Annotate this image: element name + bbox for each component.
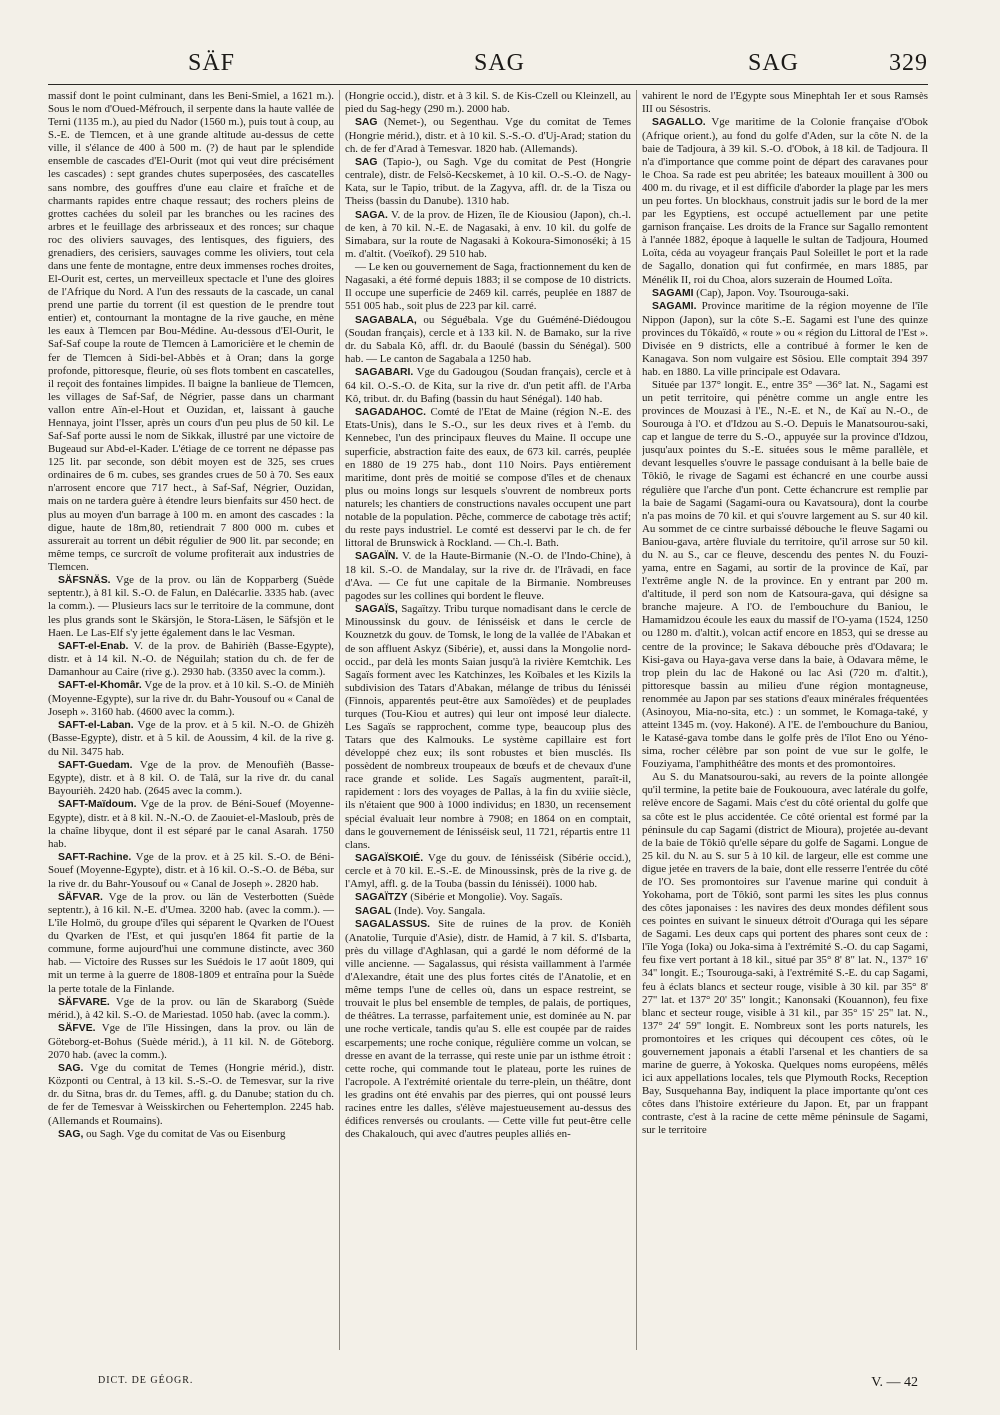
entry-headword: SAGALLO. xyxy=(652,117,706,129)
entry-text: Vge de la prov. ou län de Skaraborg (Suède mérid.), à 42 kil. S.-O. de Mariestad. 1050 hab. (avec la comm.). xyxy=(48,995,334,1022)
footer-volume-sheet: V. — 42 xyxy=(871,1375,918,1390)
entry-text: Vge de la prov. de Béni-Souef (Moyenne-Egypte), distr. et à 8 kil. N.-N.-O. de Zaouiet-el-Masloub, près de la chaîne libyque, dont il est séparé par le canal Asarah. 1750 hab. xyxy=(48,798,334,850)
entry-text: V. de la Haute-Birmanie (N.-O. de l'Indo-Chine), à 18 kil. S.-O. de Mandalay, sur la rive dr. de l'Irâvadi, en face d'Ava. — Ce fut une capitale de la Birmanie. Nombreuses pagodes sur les collines qui bordent le fleuve. xyxy=(345,550,631,602)
entry-headword: SÄFVE. xyxy=(58,1023,96,1035)
dictionary-entry xyxy=(345,261,631,313)
dictionary-entry xyxy=(345,603,631,852)
entry-headword: SAFT-Maïdoum. xyxy=(58,799,137,811)
dictionary-entry xyxy=(642,90,928,116)
dictionary-entry xyxy=(345,90,631,116)
dictionary-entry xyxy=(642,300,928,379)
entry-headword: SAFT-el-Khomâr. xyxy=(58,680,142,692)
entry-headword: SAGAL xyxy=(355,905,392,917)
dictionary-entry xyxy=(345,905,631,918)
entry-text: Sagaïtzy. Tribu turque nomadisant dans le cercle de Minoussinsk du gouv. de Iénisséisk et dans le cercle de Kouznetzk du gouv. de Tomsk, le long de la vallée de l'Abakan et de son affluent Askyz (Sibérie), et, aussi dans la Mongolie nord-occid., par delà les monts Saian jusqu'à la rivière Kemtchik. Les Sagaïs forment avec les Katchinzes, les Koïbales et les Kizils la subdivision des Tatars d'Abakan, mélange de tribus du Iénisséi (Finnois, apparentés peut-être aux Samoïèdes) et de peuplades turques (Tou-Kiou et autres) qui leur ont imposé leur dialecte. Les Sagaïs se rapprochent, comme type, beaucoup plus des Tatars que des Kalmouks. Le système capillaire est fort développé chez eux; ils sont robustes et bien musclés. Ils possèdent de nombreux troupeaux de bœufs et de chevaux d'une race grande et solide. Les Sagaïs augmentent, paraît-il, rapidement : lors des voyages de Pallas, à la fin du xviiie siècle, ils n'étaient que 900 à 1000 individus; en 1830, un recensement spécial évaluait leur nombre à 7908; en 1864 on en comptait, dans le gouvernement de Iénisséisk seul, 11 721, répartis entre 11 clans. xyxy=(345,602,631,851)
dictionary-entry xyxy=(48,1022,334,1062)
dictionary-entry xyxy=(345,209,631,262)
entry-headword: SAGAMI. xyxy=(652,301,697,313)
dictionary-entry xyxy=(642,379,928,771)
dictionary-entry xyxy=(345,891,631,904)
dictionary-entry xyxy=(345,366,631,406)
column-divider xyxy=(636,90,637,1350)
dictionary-entry xyxy=(48,90,334,574)
entry-text: Comté de l'Etat de Maine (région N.-E. des Etats-Unis), dans le S.-O., sur les deux rives et à l'emb. du Kennebec, l'un des principaux fleuves du Maine. Il occupe une superficie, abstraction faite des eaux, de 673 kil. carrés, peuplée en 1880 de 19 275 hab., dont 110 Noirs. Pays entièrement maritime, dont près de moitié se compose d'îles et de chenaux plus ou moins longs sur lesquels s'ouvrent de nombreux ports naturels; les chantiers de constructions navales occupent une part notable de la population. Pêche, commerce de cabotage très actif; du reste pays industriel. Le comté est desservi par le ch. de fer littoral de Brunswick à Rockland. — Ch.-l. Bath. xyxy=(345,405,631,550)
dictionary-entry xyxy=(345,116,631,156)
column-2 xyxy=(345,90,631,1362)
dictionary-entry xyxy=(642,116,928,286)
dictionary-entry xyxy=(48,679,334,719)
entry-text: Province maritime de la région moyenne de l'île Nippon (Japon), sur la côte S.-E. Sagami est l'une des quinze provinces du Tôkaïdô, « route » ou « région du Littoral de l'Est ». Divisée en 9 districts, elle a contribué à former le ken de Kanagava. Son nom vulgaire est Sôsiou. Elle comptait 394 397 hab. en 1880. La ville principale est Odavara. xyxy=(642,300,928,378)
running-header xyxy=(48,50,928,85)
header-left-keyword: SÄF xyxy=(188,50,236,76)
entry-text: (Tapio-), ou Sagh. Vge du comitat de Pest (Hongrie centrale), distr. de Felsö-Kecskemet, à 10 kil. O.-S.-O. de Nagy-Kata, sur le Tapio, tribut. de la Zagyva, affl. dr. de la Tisza ou Theiss (bassin du Danube). 1310 hab. xyxy=(345,155,631,208)
dictionary-entry xyxy=(642,771,928,1137)
entry-headword: SÄFVARE. xyxy=(58,996,110,1008)
entry-headword: SAGABARI. xyxy=(355,367,414,379)
dictionary-entry xyxy=(345,314,631,367)
entry-headword: SAGAÏS, xyxy=(355,603,398,615)
dictionary-entry xyxy=(48,719,334,759)
entry-headword: SAFT-Guedam. xyxy=(58,759,133,771)
entry-text: Vge de la prov. et à 25 kil. S.-O. de Béni-Souef (Moyenne-Egypte), distr. et à 16 kil. O.-S.-O. de Béba, sur la rive dr. du Bahr-Yousouf ou « Canal de Joseph ». 2820 hab. xyxy=(48,850,334,890)
entry-text: Vge de la prov. et à 5 kil. N.-O. de Ghizèh (Basse-Egypte), distr. et à 5 kil. de Aoussim, 4 kil. de la rive g. du Nil. 3475 hab. xyxy=(48,718,334,758)
entry-text: Vge de la prov. ou län de Vesterbotten (Suède septentr.), à 16 kil. N.-E. d'Umea. 3200 hab. (avec la comm.). — L'île Holmö, du groupe d'îles qui séparent le Qvarken de l'Ouest du Qvarken de l'Est, et qui jusqu'en 1864 fit partie de la commune, forme aujourd'hui une commune distincte, avec 360 hab. — Victoire des Russes sur les Suédois le 17 août 1809, qui mit un terme à la guerre de 1808-1809 et entraîna pour la Suède la perte totale de la Finlande. xyxy=(48,890,334,995)
entry-headword: SAGA. xyxy=(355,209,388,221)
dictionary-entry xyxy=(48,1062,334,1128)
entry-text: (Sibérie et Mongolie). Voy. Sagaïs. xyxy=(407,891,563,904)
entry-text: Site de ruines de la prov. de Konièh (Anatolie, Turquie d'Asie), distr. de Hamid, à 7 kil. S. d'Isbarta, près du village d'Aghlasan, qui a gardé le nom déformé de la ville ancienne. — Sagalassus, qui résista vaillamment à l'armée d'Alexandre, était une des plus fortes cités de l'Anatolie, et en même temps l'une de celles où, dans un espace restreint, se trouvait le plus bel ensemble de temples, de palais, de portiques, de théâtres. La terrasse, parfaitement unie, est dominée au N. par une roche verticale, tandis qu'au S. elle est coupée par de raides escarpements; une roche conique, régulière comme un volcan, se dresse en avant de la terrasse, qui reste unie par un isthme étroit : cette roche, qui commande tout le plateau, porte les ruines de l'acropole. A l'extrémité orientale du terre-plein, un théâtre, dont les gradins ont été envahis par des pierres, qui ont poussé leurs racines entre les dalles, s'élève majestueusement au-dessus des édifices renversés ou croulants. — Cette ville fut peut-être celle des Chakalouch, qui avec d'autres peuples alliés en- xyxy=(345,918,631,1141)
entry-text: Vge du Gadougou (Soudan français), cercle et à 64 kil. O.-S.-O. de Kita, sur la rive dr. d'un petit affl. de l'Arba Kô, tribut. dr. du Bafing (bassin du haut Sénégal). 140 hab. xyxy=(345,366,631,405)
entry-text: (Nemet-), ou Segenthau. Vge du comitat de Temes (Hongrie mérid.), distr. et à 10 kil. S.-S.-O. d'Uj-Arad; station du ch. de fer d'Arad à Temesvar. 1820 hab. (Allemands). xyxy=(345,116,631,155)
entry-text: V. de la prov. de Hizen, île de Kiousiou (Japon), ch.-l. de ken, à 70 kil. N.-E. de Nagasaki, à env. 10 kil. du golfe de Simabara, sur la route de Nagasaki à Kokoura-Simonoséki; à 15 m. d'altit. (Voeïkof). 29 510 hab. xyxy=(345,208,631,261)
dictionary-entry xyxy=(48,851,334,891)
column-1 xyxy=(48,90,334,1362)
dictionary-entry xyxy=(345,406,631,550)
header-right-keyword: SAG xyxy=(748,50,800,76)
header-center-keyword: SAG xyxy=(474,50,526,76)
entry-headword: SAFT-el-Enab. xyxy=(58,640,129,652)
column-divider xyxy=(339,90,340,1350)
entry-headword: SÄFVAR. xyxy=(58,891,103,903)
entry-text: ou Ségué̈bala. Vge du Guéméné-Diédougou (Soudan français), cercle et à 133 kil. N. de Bamako, sur la rive dr. du Sabala Kô, affl. dr. du Baoulé (bassin du Sénégal). 500 hab. — Le canton de Sagabala a 1250 hab. xyxy=(345,313,631,366)
dictionary-entry xyxy=(642,287,928,300)
text-columns xyxy=(48,90,928,1362)
entry-headword: SAG xyxy=(355,117,378,129)
entry-text: Vge de la prov. ou län de Kopparberg (Suède septentr.), à 81 kil. S.-O. de Falun, en Dalécarlie. 3335 hab. (avec la comm.). — Plusieurs lacs sur le territoire de la commune, dont les plus grands sont le Skärsjön, le Stora-Läsen, le Säfsjön et le Haen. Le Las-Elf s'y jette également dans le lac Vesman. xyxy=(48,573,334,639)
dictionary-entry xyxy=(48,996,334,1023)
entry-text: V. de la prov. de Bahirièh (Basse-Egypte), distr. et à 14 kil. N.-O. de Néguilah; station du ch. de fer de Damanhour au Caire (rive g.). 2930 hab. (3350 avec la comm.). xyxy=(48,639,334,679)
page-number: 329 xyxy=(889,50,928,76)
entry-text: Vge du gouv. de Iénisséisk (Sibérie occid.), cercle et à 70 kil. E.-S.-E. de Minoussinsk, près de la rive g. de l'Amyl, affl. g. de la Touba (bassin du Iénisséi). 1000 hab. xyxy=(345,851,631,891)
entry-headword: SAGADAHOC. xyxy=(355,406,427,418)
dictionary-entry xyxy=(48,574,334,640)
dictionary-entry xyxy=(345,852,631,892)
entry-text: Au S. du Manatsourou-saki, au revers de la pointe allongée qu'il termine, la petite baie de Foukououra, avec latérale du golfe, relève encore de Sagami. Mais c'est du côté oriental du golfe que sa côte est le plus accidentée. Ce côté oriental est formé par la péninsule du cap Sagami (district de Mioura), projetée au-devant de la baie de Tôkiô qu'elle sépare du golfe de Sagami. Longue de 25 kil. du N. au S. sur 5 à 10 kil. de largeur, elle est comme une digue jetée en travers de la baie, dont elle resserre l'entrée du côté de l'O. Ses promontoires sur l'avenue marine qui conduit à Yokohama, port de Tôkiô, sont parmi les sites les plus connus des côtes japonaises : les navires des deux mondes défilent sous ces pointes en suivant le sinueux détroit d'Ouraga qui les sépare de Sagami. Les deux caps qui portent des phares sont ceux de : l'île Yoga (Ioka) ou Joka-sima à l'extrémité S.-O. du cap Sagami, feu fixe vert portant à 18 kil., situé par 35° 8' 8" lat. N., 137° 16' 34" longit. E.; Tsourouga-saki, à l'extrémité S.-E. du cap Sagami, feu à éclats blancs et secteur rouge, visible à 30 kil. par 35° 8' 27" lat. et 137° 20' 35" longit.; Kanonsaki (Kouannon), feu fixe blanc et secteur rouge, visible à 31 kil., par 35° 15' 25" lat. N., 137° 24' 59" longit. E. Nombreux sont les ports naturels, les promontoires et les criques qui découpent ces côtes, où le gouvernement japonais a établi l'arsenal et les chantiers de sa marine de guerre, à Yokoska. Quelques noms européens, mêlés ici aux appellations locales, tels que Plymouth Rocks, Reception Bay, Susquehanna Bay, indiquent la place importante qu'ont ces côtes dans l'histoire extérieure du Japon. Et, par un frappant contraste, c'est à la racine de cette même péninsule de Sagami, sur le territoire xyxy=(642,771,928,1137)
dictionary-entry xyxy=(48,891,334,996)
dictionary-entry xyxy=(345,918,631,1141)
entry-headword: SAFT-el-Laban. xyxy=(58,719,134,731)
entry-text: Située par 137° longit. E., entre 35° —36° lat. N., Sagami est un petit territoire, qui pénètre comme un angle entre les provinces de Mouzasi à l'E., N.-E. et N., de Kaï au N.-O., de Sourouga à l'O. et d'Idzou au S.-O. Depuis le Manatsourou-saki, cap et langue de terre du S.-O., appuyée sur la province d'Idzou, jusqu'aux pointes du S.-E. situées sous le même parallèle, et devant lesquelles s'ouvre le passage conduisant à la belle baie de Tôkiô, le rivage de Sagami est échancré en une courbe aussi régulière que l'arche d'un pont. Cette échancrure est remplie par la baie de Sagami (Sagami-oura ou Kavatsoura), dont la courbe n'a pas moins de 70 kil. et qui s'ouvre largement au S. sur 40 kil. Au sommet de ce cintre surbaissé débouche le fleuve Sagami ou Baniou-gava, artère fluviale du territoire, qu'il arrose sur 50 kil. du N. au S., car ce fleuve, descendu des pentes N. du Fouzi-yama, entre en Sagami, au sortir de la province de Kaï, par l'extrême angle N. de la province. En y entrant par 200 m. d'altitude, il perd son nom de Katsoura-gava, qui désigne sa branche majeure. A l'O. de l'embouchure du Baniou, le Hamamidzou écoule les eaux du massif de l'O-yama (1524, 1250 ou 1280 m. d'altit.), volcan actif encore en 1853, qui se dresse au centre de la province; le Sakava débouche près d'Odavara; le Kisi-gava ou Haya-gava verse dans la baie, à Odavara même, le trop plein du lac de Hakoné ou lac Asi (720 m. d'altit.), pittoresque bassin au milieu d'une région montagneuse, renommée au Japon par ses stations d'eaux minérales fréquentées (Asinoyou, Mia-no-sita, etc.) : un sommet, le Komaga-také, y atteint 1345 m. (voy. Hakoné). A l'E. de l'embouchure du Baniou, le Katasé-gava tombe dans le golfe près de l'îlot Eno ou Yéno-sima, rocher célèbre par son point de vue sur le golfe, le Fouziyama, l'amphithéâtre des monts et des promontoires. xyxy=(642,378,928,771)
entry-text: (Cap), Japon. Voy. Tsourouga-saki. xyxy=(693,286,849,299)
entry-headword: SAG xyxy=(355,156,378,168)
entry-text: Vge du comitat de Temes (Hongrie mérid.), distr. Központi ou Central, à 13 kil. S.-S.-O. de Temesvar, sur la rive dr. du Sitna, bras dr. du Temes, affl. g. du Danube; station du ch. de fer de Temesvar à Weisskirchen ou Fehertemplon. 2245 hab. (Allemands et Roumains). xyxy=(48,1061,334,1127)
entry-text: Vge de la prov. et à 10 kil. S.-O. de Minièh (Moyenne-Egypte), sur la rive dr. du Bahr-Yousouf ou « Canal de Joseph ». 3160 hab. (4600 avec la comm.). xyxy=(48,679,334,718)
entry-text: Vge de l'île Hissingen, dans la prov. ou län de Göteborg-et-Bohus (Suède mérid.), à 11 kil. N. de Göteborg. 2070 hab. (avec la comm.). xyxy=(48,1022,334,1061)
entry-headword: SAG, xyxy=(58,1128,84,1140)
dictionary-entry xyxy=(48,1128,334,1141)
entry-text: Vge de la prov. de Menoufièh (Basse-Egypte), distr. et à 8 kil. O. de Talâ, sur la rive dr. du canal Bayourièh. 2420 hab. (2645 avec la comm.). xyxy=(48,758,334,798)
entry-headword: SAGAÏSKOIÉ. xyxy=(355,852,424,864)
entry-headword: SAFT-Rachine. xyxy=(58,851,132,863)
dictionary-entry xyxy=(345,550,631,603)
entry-text: ou Sagh. Vge du comitat de Vas ou Eisenburg xyxy=(83,1127,286,1140)
entry-headword: SAGAÏTZY xyxy=(355,892,408,904)
page-footer xyxy=(48,1375,928,1393)
entry-text: (Inde). Voy. Sangala. xyxy=(391,904,486,917)
entry-headword: SAG. xyxy=(58,1062,84,1074)
footer-signature: DICT. DE GÉOGR. xyxy=(98,1375,194,1386)
dictionary-entry xyxy=(345,156,631,209)
dictionary-entry xyxy=(48,640,334,680)
entry-text: vahirent le nord de l'Egypte sous Minephtah Ier et sous Ramsès III ou Sésostris. xyxy=(642,90,928,116)
entry-text: (Hongrie occid.), distr. et à 3 kil. S. de Kis-Czell ou Kleinzell, au pied du Sag-hegy (290 m.). 2000 hab. xyxy=(345,90,631,116)
column-3 xyxy=(642,90,928,1362)
entry-headword: SAGAMI xyxy=(652,287,694,299)
dictionary-entry xyxy=(48,759,334,799)
entry-headword: SÄFSNÄS. xyxy=(58,574,111,586)
entry-headword: SAGAÏN. xyxy=(355,551,399,563)
entry-headword: SAGABALA, xyxy=(355,314,417,326)
entry-headword: SAGALASSUS. xyxy=(355,919,431,931)
dictionary-entry xyxy=(48,798,334,851)
entry-text: massif dont le point culminant, dans les Beni-Smiel, a 1621 m.). Sous le nom d'Oued-Méfrouch, il serpente dans la haute vallée de Terni (1135 m.), au pied du Nador (1560 m.), puis tout à coup, au S.-E. de Tlemcen, et à une grande altitude au-dessus de cette ville, il s'élance de 400 à 500 m. (?) de haut par le splendide ensemble de cascades d'El-Ourit (mot qui veut dire précisément les cascades) : sept grandes chutes superposées, des cascatelles sans nombre, des gouffres d'une eau claire et fraîche et de charmants rapides entre chaque ressaut; des rochers pleins de grottes cachées du soleil par les branches ou les racines des arbres et le feuillage des arbrisseaux et des ronces; sur chaque roc des oliviers sauvages, des lentisques, des figuiers, des grenadiers, des cerisiers, sauvages comme les oliviers, tout cela dans une fente de montagne, entre deux immenses roches droites, El-Ourit est, certes, un merveilleux spectacle et l'une des gloires de l'Afrique du Nord. A l'un des ressauts de la cascade, un canal prend une partie du torrent (il est question de le prendre tout entier) et, contournant la montagne de la rive gauche, en mène les eaux à Tlemcen par Bou-Médine. Au-dessous d'El-Ourit, le Saf-Saf coupe la route de Tlemcen à Lamoricière et le chemin de fer de Tlemcen à Sidi-bel-Abbès et à Oran; dans la gorge profonde, pittoresque, fleurie, où ses flots tombent en cascatelles, il reçoit des fontaines limpides. Il baigne la banlieue de Tlemcen, les villages de Saf-Saf, de Négrier, passe dans un charmant vallon entre Aïn-el-Hout et Ouzidan, et, laissant à gauche Hennaya, joint l'Isser, après un cours d'un peu plus de 50 kil. Le Saf-Saf porte aussi le nom de Sikkak, illustré par une victoire de Bugeaud sur Abd-el-Kader. L'étiage de ce torrent ne dépasse pas 125 lit. par seconde, son débit moyen est de 325, ses crues ordinaires de 6 m. cubes, ses grandes crues de 50 à 70. Ses eaux n'arrosent encore que 717 hect., à Saf-Saf, Négrier, Ouzidan, mais on ne tardera guère à étendre leurs bienfaits sur 450 hect. de plus au moyen d'un barrage à 100 m. en amont des cascades : la digue, haute de 18m,80, retiendrait 7 800 000 m. cubes et assurerait au torrent un débit régulier de 900 lit. par seconde; en même temps, ce surcroît de volume profiterait aux industries de Tlemcen. xyxy=(48,90,334,573)
entry-text: — Le ken ou gouvernement de Saga, fractionnement du ken de Nagasaki, a été formé depuis 1883; il se compose de 10 districts. Il occupe une superficie de 2469 kil. carrés, peuplée en 1887 de 551 005 hab., soit plus de 223 par kil. carré. xyxy=(345,261,631,313)
entry-text: Vge maritime de la Colonie française d'Obok (Afrique orient.), au fond du golfe d'Aden, sur la côte N. de la baie de Tadjoura, à 39 kil. S.-O. d'Obok, à 18 kil. de Tadjoura. Il n'a d'importance que comme point de départ des caravanes pour le Choa. Sa rade est peu abritée; les bateaux mouillent à 300 ou 400 m. du rivage, et il est difficile d'aborder la plage par les mers un peu fortes. Un blockhaus, construit jadis sur le bord de la mer par les Egyptiens, est occupé actuellement par une petite garnison française. Les droits de la France sur Sagallo remontent à l'année 1882, époque à laquelle le sultan de Tadjoura, Houmed Loïta, céda au voyageur français Paul Soleillet le port et la rade de Sagallo, donation qui fut confirmée, en mars 1885, par Ménélik II, roi du Choa, alors suzerain de Houmed Loïta. xyxy=(642,116,928,286)
